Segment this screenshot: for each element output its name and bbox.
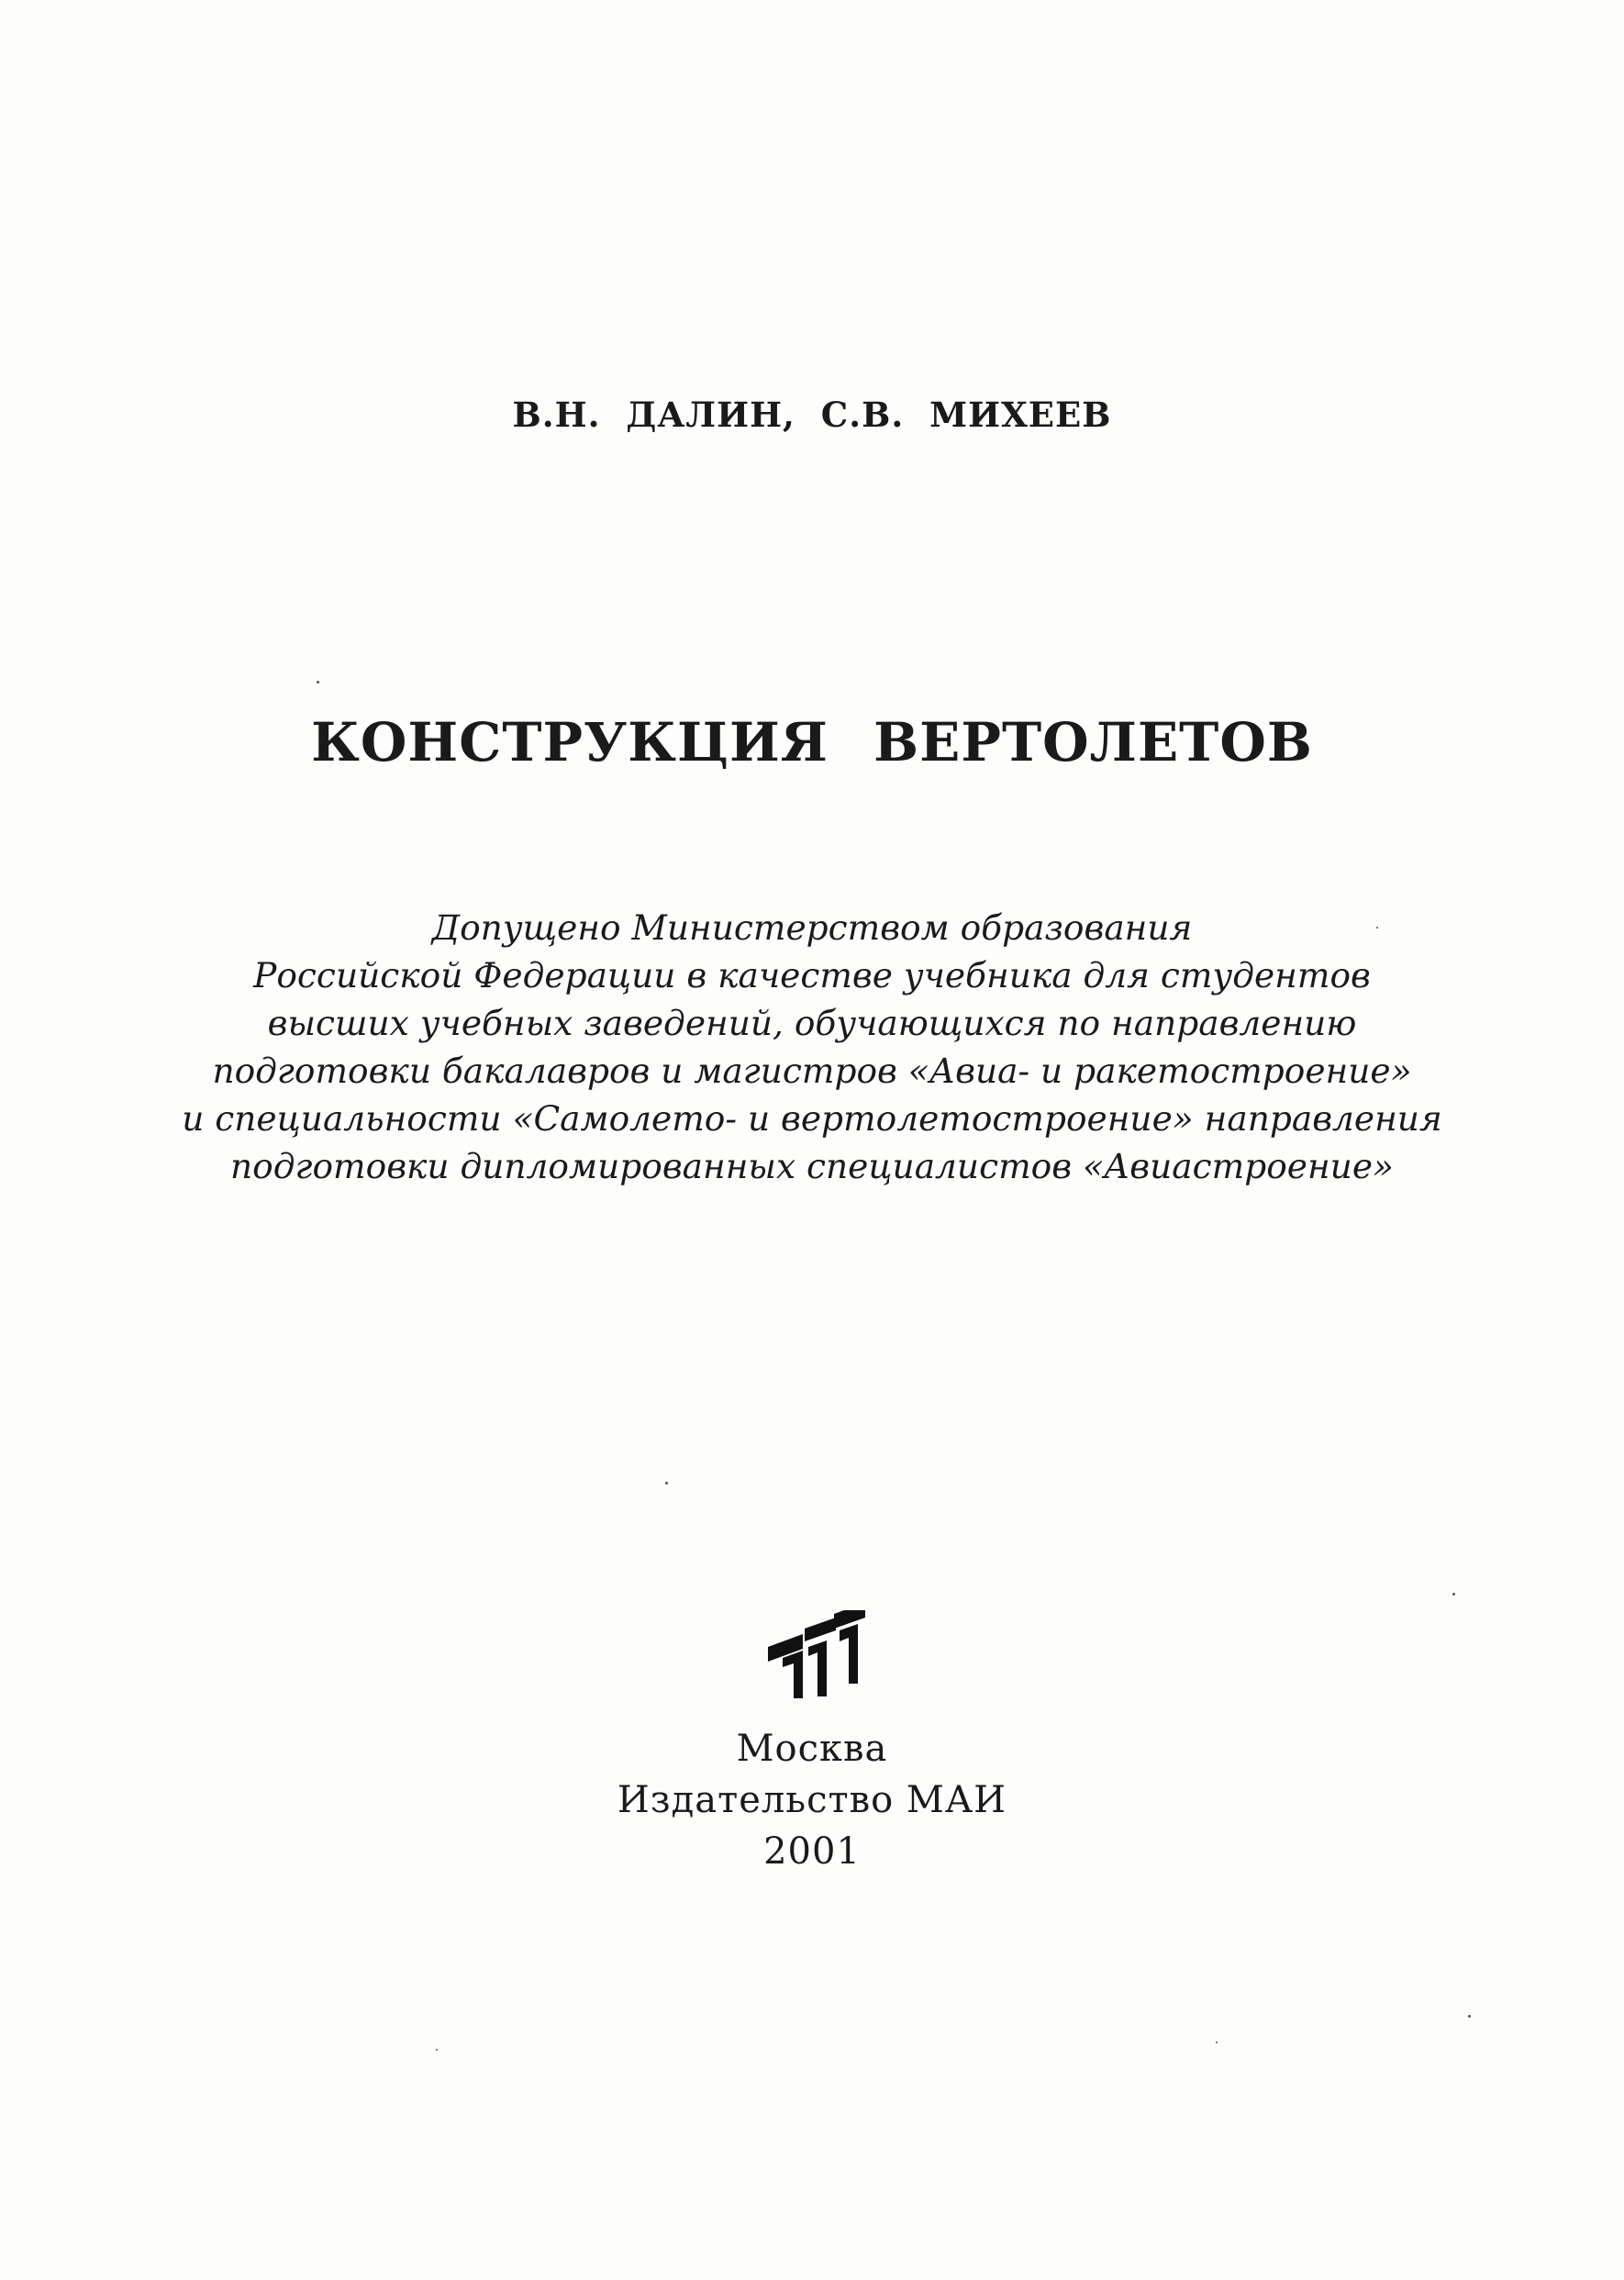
approval-line: высших учебных заведений, обучающихся по направлению [267,1003,1357,1043]
authors: В.Н. ДАЛИН, С.В. МИХЕЕВ [512,395,1112,435]
imprint-year: 2001 [763,1830,861,1873]
approval-line: Допущено Министерством образования [431,907,1193,948]
approval-line: и специальности «Самолето- и вертолетостроение» направления [182,1098,1442,1139]
book-title: КОНСТРУКЦИЯ ВЕРТОЛЕТОВ [311,711,1313,773]
scan-speck [1452,1593,1455,1596]
imprint-publisher: Издательство МАИ [617,1779,1007,1821]
imprint-city: Москва [736,1728,888,1770]
approval-line: Российской Федерации в качестве учебника для студентов [253,955,1371,995]
scan-speck [1216,2041,1218,2043]
mai-publisher-logo-icon [766,1610,867,1702]
approval-line: подготовки бакалавров и магистров «Авиа- и ракетостроение» [212,1051,1412,1091]
approval-line: подготовки дипломированных специалистов «Авиастроение» [230,1146,1394,1186]
scan-speck [665,1482,668,1485]
imprint [0,1723,1624,1877]
scan-speck [1468,2015,1471,2018]
scan-speck [317,681,319,684]
approval-statement [138,904,1486,1190]
scan-speck [1376,927,1378,929]
scan-speck [436,2049,438,2051]
